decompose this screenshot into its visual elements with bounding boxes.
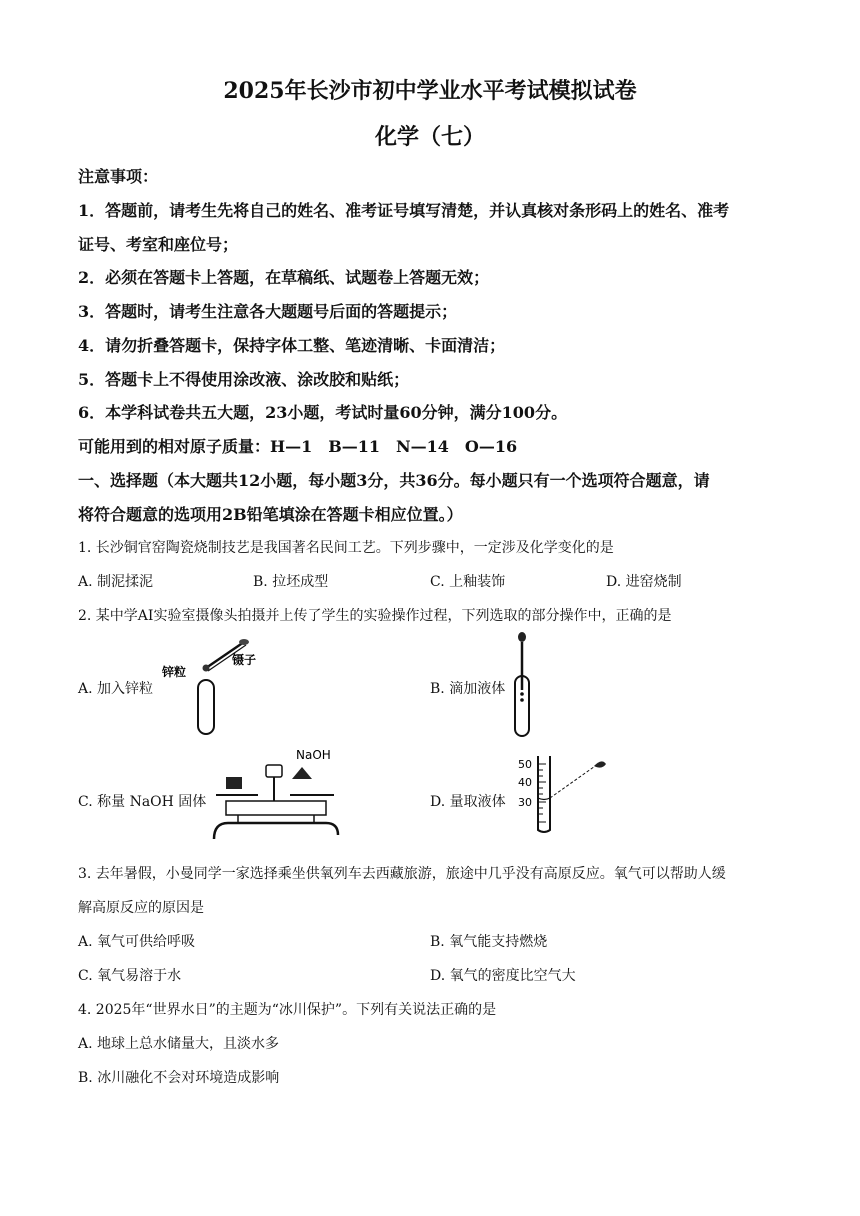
q1-option-b: B. 拉坯成型 [253, 574, 329, 590]
q1-option-a: A. 制泥揉泥 [78, 574, 154, 590]
test-tube-icon [198, 680, 214, 734]
q4-option-a: A. 地球上总水储量大，且淡水多 [78, 1036, 280, 1052]
notice-item: 3．答题时，请考生注意各大题题号后面的答题提示； [78, 302, 458, 321]
notice-item: 5．答题卡上不得使用涂改液、涂改胶和贴纸； [78, 370, 410, 389]
q3-option-c: C. 氧气易溶于水 [78, 968, 182, 984]
exam-subtitle: 化学（七） [374, 124, 485, 150]
section-heading: 一、选择题（本大题共12小题，每小题3分，共36分。每小题只有一个选项符合题意，请 [78, 471, 710, 490]
weigh-naoh-figure [208, 745, 348, 843]
scale-label: 40 [518, 776, 532, 789]
q1-option-c: C. 上釉装饰 [430, 574, 506, 590]
weight-icon [226, 777, 242, 789]
balance-base-icon [214, 823, 338, 839]
tweezers-label: 镊子 [232, 653, 257, 667]
question-3-stem: 3. 去年暑假，小曼同学一家选择乘坐供氧列车去西藏旅游，旅途中几乎没有高原反应。氧气可以帮助人缓 [78, 866, 726, 882]
sight-line [550, 764, 598, 798]
question-3-stem-cont: 解高原反应的原因是 [78, 900, 204, 916]
dropper-bulb-icon [518, 632, 526, 642]
scale-label: 50 [518, 758, 532, 771]
question-4-stem: 4. 2025年“世界水日”的主题为“冰川保护”。下列有关说法正确的是 [78, 1002, 497, 1018]
notice-heading: 注意事项： [78, 167, 159, 186]
q3-option-d: D. 氧气的密度比空气大 [430, 968, 576, 984]
notice-item: 4．请勿折叠答题卡，保持字体工整、笔迹清晰、卡面清洁； [78, 336, 506, 355]
notice-item: 1．答题前，请考生先将自己的姓名、准考证号填写清楚，并认真核对条形码上的姓名、准考 [78, 201, 730, 220]
exam-title: 2025年长沙市初中学业水平考试模拟试卷 [223, 78, 637, 104]
q2-option-b: B. 滴加液体 [430, 681, 506, 697]
zinc-granule-icon [203, 665, 210, 672]
add-zinc-figure [160, 636, 270, 744]
q2-option-d: D. 量取液体 [430, 794, 506, 810]
q2-option-c: C. 称量 NaOH 固体 [78, 794, 207, 810]
balance-beam-icon [226, 801, 326, 815]
q4-option-b: B. 冰川融化不会对环境造成影响 [78, 1070, 280, 1086]
drop-liquid-figure [508, 630, 538, 740]
question-1-stem: 1. 长沙铜官窑陶瓷烧制技艺是我国著名民间工艺。下列步骤中，一定涉及化学变化的是 [78, 540, 614, 556]
section-heading-cont: 将符合题意的选项用2B铅笔填涂在答题卡相应位置。） [78, 505, 463, 524]
notice-item: 2．必须在答题卡上答题，在草稿纸、试题卷上答题无效； [78, 268, 490, 287]
eye-icon [594, 761, 606, 767]
q3-option-b: B. 氧气能支持燃烧 [430, 934, 548, 950]
zinc-label: 锌粒 [162, 665, 187, 679]
q2-option-a: A. 加入锌粒 [78, 681, 154, 697]
q3-option-a: A. 氧气可供给呼吸 [78, 934, 196, 950]
notice-item: 6．本学科试卷共五大题，23小题，考试时量60分钟，满分100分。 [78, 403, 568, 422]
question-2-stem: 2. 某中学AI实验室摄像头拍摄并上传了学生的实验操作过程，下列选取的部分操作中，正确的是 [78, 608, 672, 624]
measure-liquid-figure [512, 752, 612, 834]
atomic-mass-line: 可能用到的相对原子质量：H—1 B—11 N—14 O—16 [78, 437, 518, 456]
naoh-label: NaOH [296, 748, 331, 762]
naoh-solid-icon [292, 767, 312, 779]
notice-item: 证号、考室和座位号； [78, 235, 239, 254]
scale-label: 30 [518, 796, 532, 809]
q1-option-d: D. 进窑烧制 [606, 574, 682, 590]
